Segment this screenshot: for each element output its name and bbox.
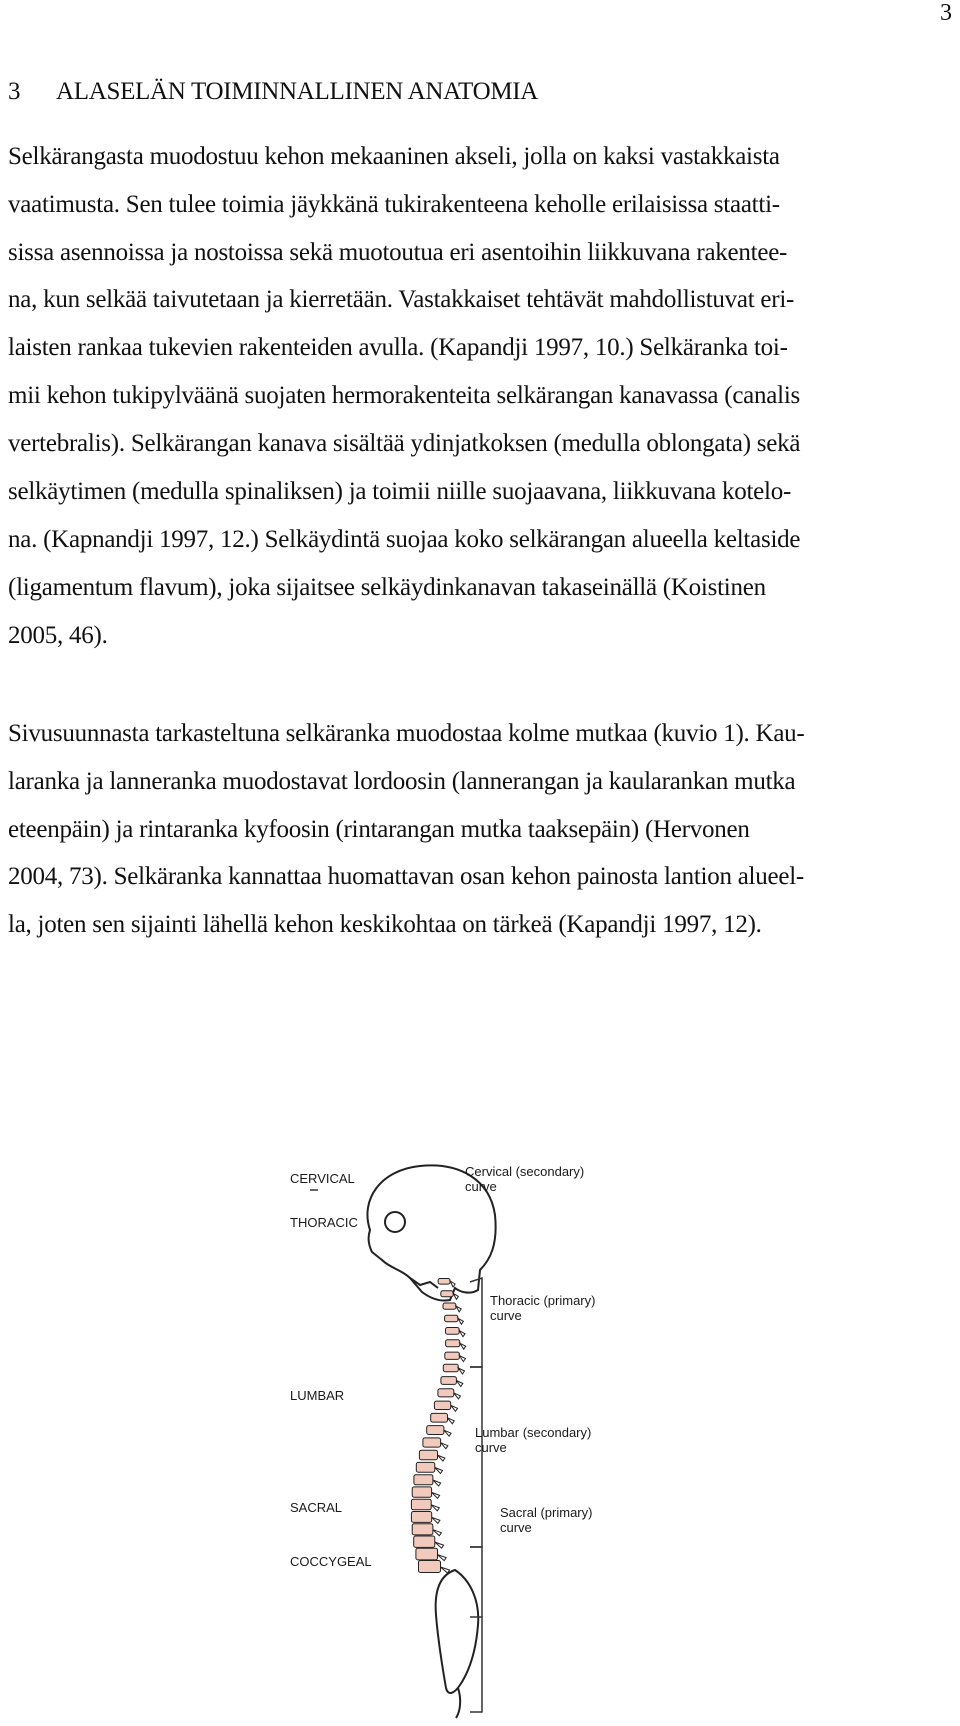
vertebra (419, 1450, 437, 1460)
vertebra (438, 1389, 454, 1397)
spinous-process (444, 1430, 451, 1436)
spinous-process (431, 1505, 439, 1511)
vertebra (411, 1499, 431, 1510)
text-line: vaatimusta. Sen tulee toimia jäykkänä tukirakenteena keholle erilaisissa staatti- (8, 191, 780, 218)
spinous-process (441, 1567, 450, 1573)
lumbar-curve-label-1: Lumbar (secondary) (475, 1425, 592, 1440)
spinous-process (433, 1530, 442, 1536)
spinous-process (454, 1393, 461, 1399)
text-line: na. (Kapnandji 1997, 12.) Selkäydintä suojaa koko selkärangan alueella keltaside (8, 526, 801, 553)
spinous-process (453, 1293, 458, 1299)
vertebra (443, 1303, 456, 1309)
section-number: 3 (8, 78, 21, 105)
vertebra (414, 1475, 433, 1485)
spine-figure (290, 1160, 930, 1726)
spinous-process (460, 1343, 466, 1349)
spinous-process (451, 1405, 458, 1411)
thoracic-curve-label-2: curve (490, 1308, 522, 1323)
text-line: la, joten sen sijainti lähellä kehon keskikohtaa on tärkeä (Kapandji 1997, 12). (8, 911, 762, 938)
vertebra (416, 1548, 438, 1560)
text-line: 2005, 46). (8, 622, 108, 649)
spinous-process (456, 1306, 461, 1312)
spinous-process (435, 1542, 444, 1548)
vertebral-column (411, 1279, 465, 1574)
vertebra (441, 1291, 453, 1297)
thoracic-curve-label-1: Thoracic (primary) (490, 1293, 596, 1308)
page-number: 3 (940, 0, 952, 26)
vertebra (446, 1340, 460, 1347)
text-line: na, kun selkää taivutetaan ja kierretään. Vastakkaiset tehtävät mahdollistuvat eri- (8, 286, 795, 313)
text-line: vertebralis). Selkärangan kanava sisältää ydinjatkoksen (medulla oblongata) sekä (8, 430, 801, 457)
text-line: sissa asennoissa ja nostoissa sekä muotoutua eri asentoihin liikkuvana rakentee- (8, 239, 788, 266)
vertebra (419, 1561, 441, 1573)
spinous-process (456, 1381, 462, 1387)
vertebra (423, 1438, 441, 1447)
vertebra (443, 1364, 458, 1372)
section-title: ALASELÄN TOIMINNALLINEN ANATOMIA (56, 78, 539, 105)
vertebra (441, 1377, 457, 1385)
text-line: Selkärangasta muodostuu kehon mekaaninen akseli, jolla on kaksi vastakkaista (8, 143, 780, 170)
spinous-process (432, 1517, 440, 1523)
text-line: laranka ja lanneranka muodostavat lordoosin (lannerangan ja kaularankan mutka (8, 768, 796, 795)
vertebra (445, 1315, 458, 1321)
spinous-process (458, 1318, 464, 1324)
text-line: (ligamentum flavum), joka sijaitsee selkäydinkanavan takaseinällä (Koistinen (8, 574, 766, 601)
label-sacral: SACRAL (290, 1500, 343, 1515)
label-thoracic: THORACIC (290, 1215, 358, 1230)
label-lumbar: LUMBAR (290, 1388, 345, 1403)
vertebra (412, 1487, 431, 1497)
spinous-process (437, 1555, 446, 1561)
text-line: selkäytimen (medulla spinaliksen) ja toimii niille suojaavana, liikkuvana kotelo- (8, 478, 792, 505)
vertebra (445, 1352, 460, 1359)
vertebra (411, 1512, 431, 1523)
lumbar-curve-label-2: curve (475, 1440, 507, 1455)
cervical-curve-label-1: Cervical (secondary) (465, 1164, 585, 1179)
text-line: Sivusuunnasta tarkasteltuna selkäranka muodostaa kolme mutkaa (kuvio 1). Kau- (8, 720, 805, 747)
spinous-process (459, 1356, 465, 1362)
text-line: laisten rankaa tukevien rakenteiden avulla. (Kapandji 1997, 10.) Selkäranka toi- (8, 334, 788, 361)
sacrum-illustration (436, 1570, 479, 1718)
vertebra (416, 1462, 435, 1472)
text-line: 2004, 73). Selkäranka kannattaa huomattavan osan kehon painosta lantion alueel- (8, 863, 804, 890)
spinous-process (459, 1331, 465, 1337)
label-coccygeal: COCCYGEAL (290, 1554, 372, 1569)
vertebra (427, 1426, 444, 1435)
label-cervical: CERVICAL (290, 1171, 355, 1186)
vertebra (431, 1413, 448, 1422)
spinous-process (458, 1368, 464, 1374)
text-line: mii kehon tukipylväänä suojaten hermorakenteita selkärangan kanavassa (canalis (8, 382, 800, 409)
spinous-process (441, 1443, 448, 1449)
vertebra (412, 1524, 433, 1535)
spinous-process (435, 1468, 443, 1474)
cervical-curve-label-2: curve (465, 1179, 497, 1194)
sacral-curve-label-1: Sacral (primary) (500, 1505, 593, 1520)
text-line: eteenpäin) ja rintaranka kyfoosin (rintarangan mutka taaksepäin) (Hervonen (8, 816, 750, 843)
vertebra (438, 1279, 450, 1285)
vertebra (446, 1328, 460, 1335)
spinous-process (432, 1492, 440, 1498)
vertebra (434, 1401, 450, 1409)
vertebra (414, 1536, 435, 1547)
sacral-curve-label-2: curve (500, 1520, 532, 1535)
spinous-process (433, 1480, 441, 1486)
spinous-process (447, 1418, 454, 1424)
spinous-process (438, 1455, 445, 1461)
section-heading (8, 78, 538, 106)
